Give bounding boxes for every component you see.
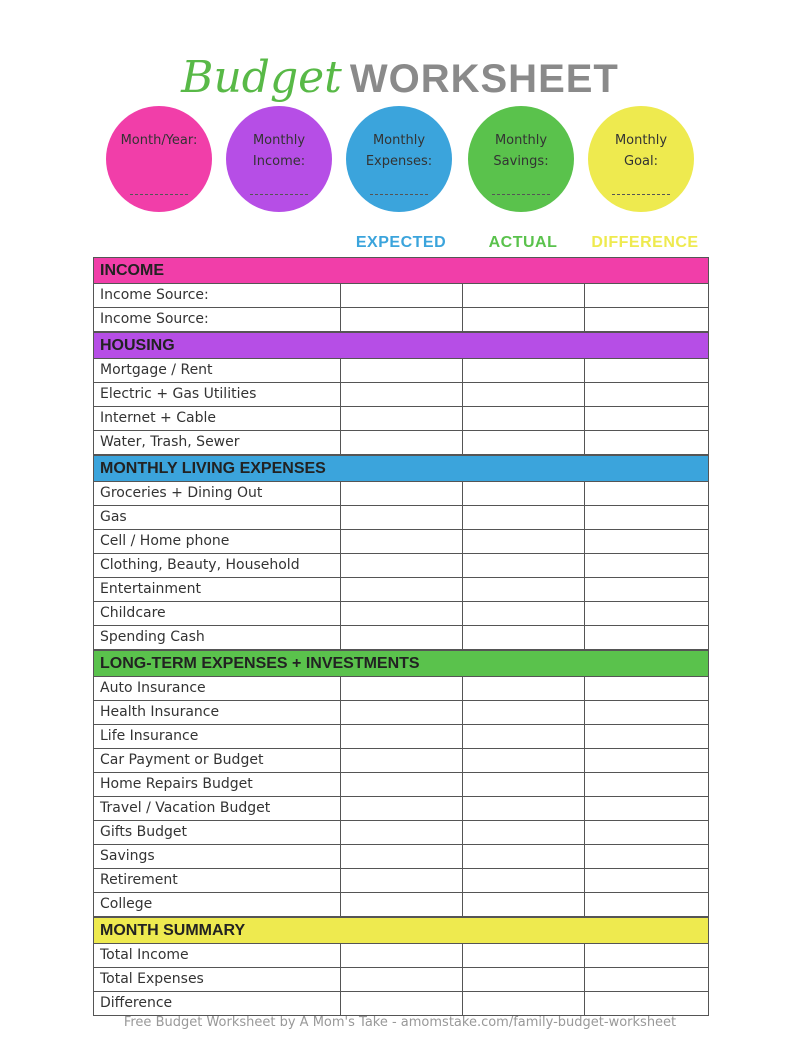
row-label: Income Source:	[100, 287, 209, 303]
actual-cell[interactable]	[462, 407, 584, 430]
difference-cell[interactable]	[584, 725, 708, 748]
table-row	[94, 506, 708, 530]
actual-cell[interactable]	[462, 530, 584, 553]
table-row	[94, 701, 708, 725]
actual-cell[interactable]	[462, 968, 584, 991]
expected-cell[interactable]	[340, 893, 462, 916]
table-row	[94, 383, 708, 407]
difference-cell[interactable]	[584, 821, 708, 844]
difference-cell[interactable]	[584, 797, 708, 820]
actual-cell[interactable]	[462, 944, 584, 967]
difference-cell[interactable]	[584, 284, 708, 307]
actual-cell[interactable]	[462, 869, 584, 892]
table-row	[94, 749, 708, 773]
col-head-expected: EXPECTED	[355, 234, 447, 251]
actual-cell[interactable]	[462, 308, 584, 331]
expected-cell[interactable]	[340, 359, 462, 382]
expected-cell[interactable]	[340, 578, 462, 601]
table-row	[94, 725, 708, 749]
table-row	[94, 626, 708, 650]
footer-credit: Free Budget Worksheet by A Mom's Take - amomstake.com/family-budget-worksheet	[123, 1015, 677, 1030]
row-label: Gifts Budget	[100, 824, 188, 840]
difference-cell[interactable]	[584, 359, 708, 382]
expected-cell[interactable]	[340, 869, 462, 892]
table-row	[94, 893, 708, 917]
table-row	[94, 944, 708, 968]
actual-cell[interactable]	[462, 773, 584, 796]
table-row	[94, 530, 708, 554]
table-row	[94, 482, 708, 506]
actual-cell[interactable]	[462, 506, 584, 529]
monthly-savings-circle	[468, 106, 574, 212]
table-row	[94, 284, 708, 308]
col-head-difference: DIFFERENCE	[591, 234, 699, 251]
circle-fill-line[interactable]	[250, 194, 308, 195]
month-year-circle	[106, 106, 212, 212]
table-row	[94, 602, 708, 626]
difference-cell[interactable]	[584, 845, 708, 868]
section-title: MONTHLY LIVING EXPENSES	[100, 460, 326, 477]
row-label: Home Repairs Budget	[100, 776, 253, 792]
expected-cell[interactable]	[340, 554, 462, 577]
difference-cell[interactable]	[584, 869, 708, 892]
table-row	[94, 578, 708, 602]
row-label: Health Insurance	[100, 704, 220, 720]
actual-cell[interactable]	[462, 284, 584, 307]
title-worksheet: WORKSHEET	[349, 57, 619, 101]
difference-cell[interactable]	[584, 677, 708, 700]
table-row	[94, 992, 708, 1016]
monthly-goal-circle	[588, 106, 694, 212]
difference-cell[interactable]	[584, 308, 708, 331]
circle-fill-line[interactable]	[492, 194, 550, 195]
col-head-actual: ACTUAL	[488, 234, 558, 251]
row-label: Income Source:	[100, 311, 209, 327]
difference-cell[interactable]	[584, 602, 708, 625]
circle-label: Monthly Savings:	[493, 133, 549, 169]
table-row	[94, 968, 708, 992]
actual-cell[interactable]	[462, 677, 584, 700]
budget-table	[93, 257, 709, 1016]
actual-cell[interactable]	[462, 602, 584, 625]
section-header	[94, 332, 708, 359]
table-row	[94, 677, 708, 701]
actual-cell[interactable]	[462, 893, 584, 916]
row-label: Electric + Gas Utilities	[100, 386, 257, 402]
row-label: Savings	[100, 848, 155, 864]
expected-cell[interactable]	[340, 797, 462, 820]
difference-cell[interactable]	[584, 482, 708, 505]
table-row	[94, 308, 708, 332]
expected-cell[interactable]	[340, 845, 462, 868]
actual-cell[interactable]	[462, 821, 584, 844]
difference-cell[interactable]	[584, 554, 708, 577]
table-row	[94, 407, 708, 431]
row-label: Total Income	[100, 947, 189, 963]
monthly-income-circle	[226, 106, 332, 212]
actual-cell[interactable]	[462, 797, 584, 820]
difference-cell[interactable]	[584, 407, 708, 430]
difference-cell[interactable]	[584, 383, 708, 406]
expected-cell[interactable]	[340, 407, 462, 430]
title-budget: Budget	[181, 52, 342, 103]
expected-cell[interactable]	[340, 602, 462, 625]
row-label: Cell / Home phone	[100, 533, 230, 549]
difference-cell[interactable]	[584, 893, 708, 916]
table-row	[94, 554, 708, 578]
actual-cell[interactable]	[462, 845, 584, 868]
row-label: Total Expenses	[100, 971, 204, 987]
row-label: Internet + Cable	[100, 410, 216, 426]
row-label: College	[100, 896, 153, 912]
difference-cell[interactable]	[584, 530, 708, 553]
difference-cell[interactable]	[584, 431, 708, 454]
expected-cell[interactable]	[340, 626, 462, 649]
expected-cell[interactable]	[340, 701, 462, 724]
difference-cell[interactable]	[584, 944, 708, 967]
section-header	[94, 917, 708, 944]
row-label: Spending Cash	[100, 629, 205, 645]
summary-circles	[0, 106, 800, 212]
actual-cell[interactable]	[462, 749, 584, 772]
expected-cell[interactable]	[340, 749, 462, 772]
circle-fill-line[interactable]	[130, 194, 188, 195]
circle-fill-line[interactable]	[370, 194, 428, 195]
section-title: MONTH SUMMARY	[100, 922, 246, 939]
expected-cell[interactable]	[340, 431, 462, 454]
monthly-expenses-circle	[346, 106, 452, 212]
actual-cell[interactable]	[462, 554, 584, 577]
row-label: Travel / Vacation Budget	[100, 800, 271, 816]
table-row	[94, 821, 708, 845]
table-row	[94, 797, 708, 821]
section-header	[94, 257, 708, 284]
circle-label: Month/Year:	[120, 133, 198, 148]
expected-cell[interactable]	[340, 944, 462, 967]
row-label: Life Insurance	[100, 728, 199, 744]
actual-cell[interactable]	[462, 725, 584, 748]
table-row	[94, 431, 708, 455]
difference-cell[interactable]	[584, 968, 708, 991]
actual-cell[interactable]	[462, 701, 584, 724]
difference-cell[interactable]	[584, 749, 708, 772]
difference-cell[interactable]	[584, 626, 708, 649]
difference-cell[interactable]	[584, 992, 708, 1015]
expected-cell[interactable]	[340, 482, 462, 505]
row-label: Entertainment	[100, 581, 202, 597]
actual-cell[interactable]	[462, 578, 584, 601]
table-row	[94, 359, 708, 383]
expected-cell[interactable]	[340, 773, 462, 796]
section-title: LONG-TERM EXPENSES + INVESTMENTS	[100, 655, 420, 672]
difference-cell[interactable]	[584, 578, 708, 601]
expected-cell[interactable]	[340, 383, 462, 406]
actual-cell[interactable]	[462, 431, 584, 454]
row-label: Groceries + Dining Out	[100, 485, 263, 501]
row-label: Car Payment or Budget	[100, 752, 264, 768]
worksheet-title	[0, 52, 800, 103]
difference-cell[interactable]	[584, 506, 708, 529]
section-header	[94, 650, 708, 677]
row-label: Auto Insurance	[100, 680, 206, 696]
expected-cell[interactable]	[340, 530, 462, 553]
row-label: Difference	[100, 995, 173, 1011]
row-label: Clothing, Beauty, Household	[100, 557, 300, 573]
expected-cell[interactable]	[340, 284, 462, 307]
expected-cell[interactable]	[340, 677, 462, 700]
section-title: INCOME	[100, 262, 164, 279]
row-label: Childcare	[100, 605, 166, 621]
circle-label: Monthly Expenses:	[365, 133, 433, 169]
circle-label: Monthly Income:	[252, 133, 306, 169]
actual-cell[interactable]	[462, 992, 584, 1015]
row-label: Mortgage / Rent	[100, 362, 213, 378]
difference-cell[interactable]	[584, 701, 708, 724]
expected-cell[interactable]	[340, 992, 462, 1015]
row-label: Water, Trash, Sewer	[100, 434, 240, 450]
table-row	[94, 845, 708, 869]
expected-cell[interactable]	[340, 968, 462, 991]
table-row	[94, 773, 708, 797]
expected-cell[interactable]	[340, 725, 462, 748]
expected-cell[interactable]	[340, 821, 462, 844]
section-title: HOUSING	[100, 337, 175, 354]
expected-cell[interactable]	[340, 506, 462, 529]
row-label: Retirement	[100, 872, 178, 888]
circle-label: Monthly Goal:	[614, 133, 668, 169]
actual-cell[interactable]	[462, 359, 584, 382]
row-label: Gas	[100, 509, 127, 525]
section-header	[94, 455, 708, 482]
actual-cell[interactable]	[462, 626, 584, 649]
actual-cell[interactable]	[462, 383, 584, 406]
actual-cell[interactable]	[462, 482, 584, 505]
difference-cell[interactable]	[584, 773, 708, 796]
circle-fill-line[interactable]	[612, 194, 670, 195]
expected-cell[interactable]	[340, 308, 462, 331]
table-row	[94, 869, 708, 893]
